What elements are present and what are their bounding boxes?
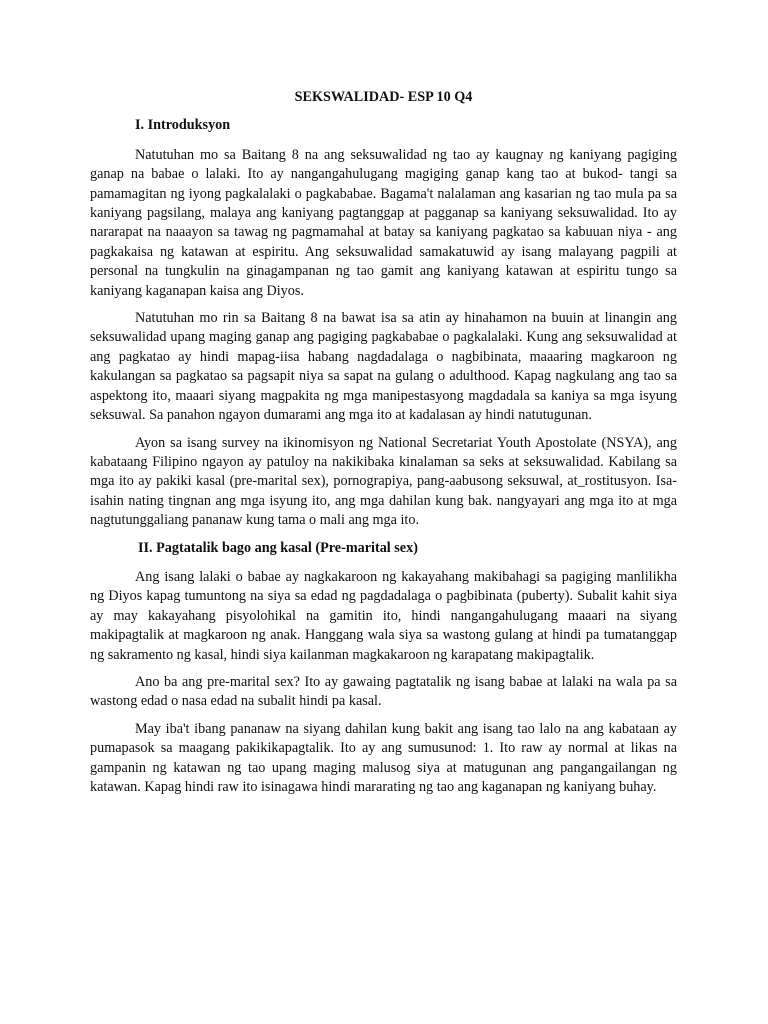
- paragraph: Ano ba ang pre-marital sex? Ito ay gawaing pagtatalik ng isang babae at lalaki na wala pa sa wastong edad o nasa edad na subalit hindi pa kasal.: [90, 673, 677, 710]
- paragraph: Ang isang lalaki o babae ay nagkakaroon ng kakayahang makibahagi sa pagiging manlilikha ng Diyos kapag tumuntong na siya sa edad ng pagdadalaga o pagbibinata (puberty). Subalit kahit siya ay may kakayahang pisyolohikal na gamitin ito, hindi nangangahulugang maaari na siyang makipagtalik at magkaroon ng anak. Hanggang wala siya sa wastong gulang at hindi pa tumatanggap ng sakramento ng kasal, hindi siya kailanman magkakaroon ng karapatang makipagtalik.: [90, 568, 677, 663]
- document-title: SEKSWALIDAD- ESP 10 Q4: [294, 89, 473, 105]
- paragraph: Natutuhan mo rin sa Baitang 8 na bawat isa sa atin ay hinahamon na buuin at linangin ang seksuwalidad upang maging ganap ang pagiging pagkababae o pagkalalaki. Kung ang seksuwalidad at ang pagkatao ay hindi mapag-iisa habang nagdadalaga o nagbibinata, maaaring magkaroon ng kakulangan sa pagkatao sa pagsapit niya sa sapat na gulang o adulthood. Kapag nagkulang ang tao sa aspektong ito, maaari siyang magpakita ng mga manipestasyong magdadala sa kaniya sa mga isyung seksuwal. Sa panahon ngayon dumarami ang mga ito at kadalasan ay hindi natutugunan.: [90, 310, 677, 424]
- paragraph: Ayon sa isang survey na ikinomisyon ng National Secretariat Youth Apostolate (NSYA), ang kabataang Filipino ngayon ay patuloy na nakikibaka kinalaman sa seks at seksuwalidad. Kabilang sa mga ito ay pakiki kasal (pre-marital sex), pornograpiya, pang-aabusong seksuwal, at_rostitusyon. Isa- isahin nating tingnan ang mga isyung ito, ang mga dahilan kung bak. nangyayari ang mga ito at mga nagtutunggaliang pananaw kung tama o mali ang mga ito.: [90, 434, 677, 529]
- paragraph: Natutuhan mo sa Baitang 8 na ang seksuwalidad ng tao ay kaugnay ng kaniyang pagiging ganap na babae o lalaki. Ito ay nangangahulugang magiging ganap kang tao at bukod- tangi sa pamamagitan ng iyong pagkalalaki o pagkababae. Bagama't nalalaman ang kasarian ng tao mula pa sa kaniyang pagsilang, malaya ang kaniyang pagtanggap at pagganap sa kaniyang seksuwalidad. Ito ay nararapat na naaayon sa tawag ng pagmamahal at batay sa kaniyang pagkatao sa kabuuan niya - ang pagkakaisa ng katawan at espiritu. Ang seksuwalidad samakatuwid ay isang malayang pagpili at personal na tungkulin na ginagampanan ng tao gamit ang kaniyang katawan at espiritu tungo sa kaniyang kaganapan kaisa ang Diyos.: [90, 146, 677, 299]
- document-page: [90, 88, 677, 805]
- section-heading-pre-marital-sex: II. Pagtatalik bago ang kasal (Pre-marital sex): [138, 539, 418, 556]
- paragraph: May iba't ibang pananaw na siyang dahilan kung bakit ang isang tao lalo na ang kabataan ay pumapasok sa maagang pakikikapagtalik. Ito ay ang sumusunod: 1. Ito raw ay normal at likas na gampanin ng katawan ng tao upang maging malusog siya at matugunan ang pangangailangan ng katawan. Kapag hindi raw ito isinagawa hindi mararating ng tao ang kaganapan ng kaniyang buhay.: [90, 720, 677, 795]
- section-heading-introduksyon: I. Introduksyon: [135, 117, 231, 134]
